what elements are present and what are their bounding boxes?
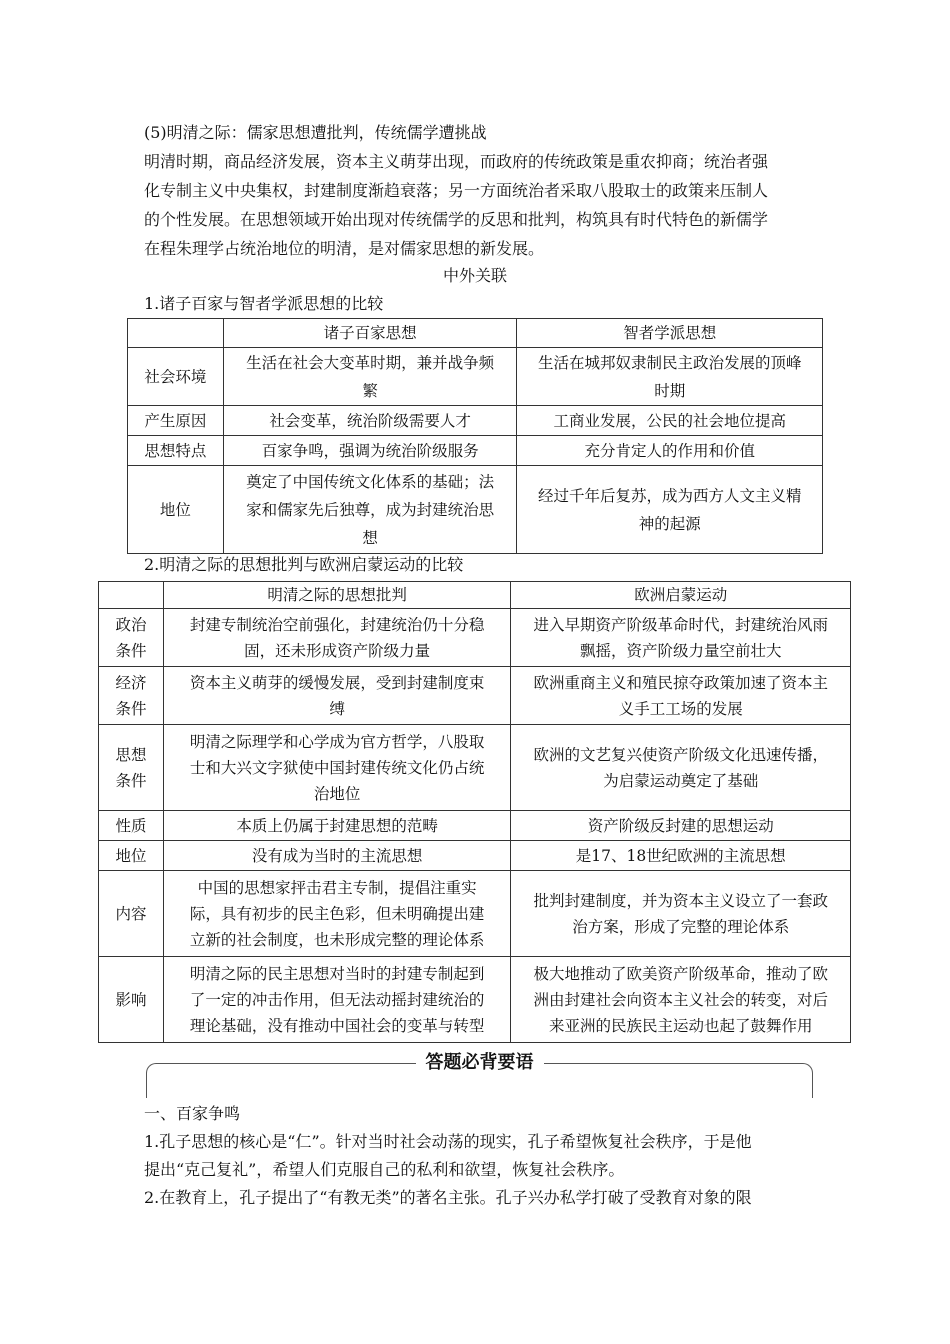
table-row [99, 582, 851, 609]
table-cell: 资本主义萌芽的缓慢发展，受到封建制度束 缚 [163, 667, 511, 725]
table-cell: 资产阶级反封建的思想运动 [511, 811, 851, 841]
table-cell: 生活在社会大变革时期，兼并战争频 繁 [223, 348, 517, 406]
row-label: 性质 [99, 811, 164, 841]
table-cell: 明清之际理学和心学成为官方哲学，八股取 士和大兴文字狱使中国封建传统文化仍占统 治地位 [163, 725, 511, 811]
table-cell: 是17、18世纪欧洲的主流思想 [511, 841, 851, 871]
table-cell: 经过千年后复苏，成为西方人文主义精 神的起源 [517, 466, 823, 554]
table-cell: 封建专制统治空前强化，封建统治仍十分稳 固，还未形成资产阶级力量 [163, 609, 511, 667]
table-cell: 没有成为当时的主流思想 [163, 841, 511, 871]
table-header-cell: 诸子百家思想 [223, 319, 517, 348]
section5-heading: (5)明清之际：儒家思想遭批判，传统儒学遭挑战 [144, 123, 487, 142]
table-cell: 生活在城邦奴隶制民主政治发展的顶峰 时期 [517, 348, 823, 406]
table-cell: 充分肯定人的作用和价值 [517, 436, 823, 466]
table-cell: 社会变革，统治阶级需要人才 [223, 406, 517, 436]
table-row [128, 466, 823, 554]
center-title: 中外关联 [442, 266, 507, 285]
table-row [128, 406, 823, 436]
table-cell: 欧洲重商主义和殖民掠夺政策加速了资本主 义手工工场的发展 [511, 667, 851, 725]
table-cell: 本质上仍属于封建思想的范畴 [163, 811, 511, 841]
row-label: 地位 [128, 466, 224, 554]
table-row [128, 348, 823, 406]
table-row [128, 319, 823, 348]
section5-line-1: 明清时期，商品经济发展，资本主义萌芽出现，而政府的传统政策是重农抑商；统治者强 [144, 152, 769, 171]
must-memorize-banner [146, 1053, 813, 1097]
section-one-line-3: 2.在教育上，孔子提出了“有教无类”的著名主张。孔子兴办私学打破了受教育对象的限 [144, 1188, 752, 1207]
row-label: 产生原因 [128, 406, 224, 436]
section-one-line-2: 提出“克己复礼”，希望人们克服自己的私利和欲望，恢复社会秩序。 [144, 1160, 625, 1179]
row-label: 思想特点 [128, 436, 224, 466]
section5-line-4: 在程朱理学占统治地位的明清，是对儒家思想的新发展。 [144, 239, 545, 258]
table-cell: 明清之际的民主思想对当时的封建专制起到 了一定的冲击作用，但无法动摇封建统治的 理论基础，没有推动中国社会的变革与转型 [163, 957, 511, 1043]
table-row [99, 957, 851, 1043]
row-label: 经济 条件 [99, 667, 164, 725]
section-one-heading: 一、百家争鸣 [144, 1104, 241, 1123]
table-row [128, 436, 823, 466]
section5-line-3: 的个性发展。在思想领域开始出现对传统儒学的反思和批判，构筑具有时代特色的新儒学 [144, 210, 769, 229]
table1-caption: 1.诸子百家与智者学派思想的比较 [144, 294, 384, 313]
table-cell: 工商业发展，公民的社会地位提高 [517, 406, 823, 436]
table-cell: 奠定了中国传统文化体系的基础；法 家和儒家先后独尊，成为封建统治思 想 [223, 466, 517, 554]
row-label: 内容 [99, 871, 164, 957]
table-header-cell: 欧洲启蒙运动 [511, 582, 851, 609]
table-cell: 欧洲的文艺复兴使资产阶级文化迅速传播， 为启蒙运动奠定了基础 [511, 725, 851, 811]
table-header-cell [99, 582, 164, 609]
table-cell: 极大地推动了欧美资产阶级革命，推动了欧 洲由封建社会向资本主义社会的转变，对后 来亚洲的民族民主运动也起了鼓舞作用 [511, 957, 851, 1043]
row-label: 社会环境 [128, 348, 224, 406]
table-cell: 进入早期资产阶级革命时代，封建统治风雨 飘摇，资产阶级力量空前壮大 [511, 609, 851, 667]
table-row [99, 609, 851, 667]
table-cell: 中国的思想家抨击君主专制，提倡注重实 际，具有初步的民主色彩，但未明确提出建 立新的社会制度，也未形成完整的理论体系 [163, 871, 511, 957]
banner-title: 答题必背要语 [416, 1051, 544, 1075]
table-header-cell: 明清之际的思想批判 [163, 582, 511, 609]
table-header-cell [128, 319, 224, 348]
table-cell: 批判封建制度，并为资本主义设立了一套政 治方案，形成了完整的理论体系 [511, 871, 851, 957]
table-cell: 百家争鸣，强调为统治阶级服务 [223, 436, 517, 466]
table-row [99, 871, 851, 957]
row-label: 思想 条件 [99, 725, 164, 811]
row-label: 影响 [99, 957, 164, 1043]
table-row [99, 811, 851, 841]
table2-caption: 2.明清之际的思想批判与欧洲启蒙运动的比较 [144, 555, 464, 574]
row-label: 地位 [99, 841, 164, 871]
table-row [99, 725, 851, 811]
table-row [99, 667, 851, 725]
section5-line-2: 化专制主义中央集权，封建制度渐趋衰落；另一方面统治者采取八股取士的政策来压制人 [144, 181, 769, 200]
table-zhuzi-vs-sophists [127, 318, 823, 554]
table-header-cell: 智者学派思想 [517, 319, 823, 348]
row-label: 政治 条件 [99, 609, 164, 667]
table-row [99, 841, 851, 871]
section-one-line-1: 1.孔子思想的核心是“仁”。针对当时社会动荡的现实，孔子希望恢复社会秩序，于是他 [144, 1132, 752, 1151]
table-ming-qing-vs-enlightenment [98, 581, 851, 1043]
